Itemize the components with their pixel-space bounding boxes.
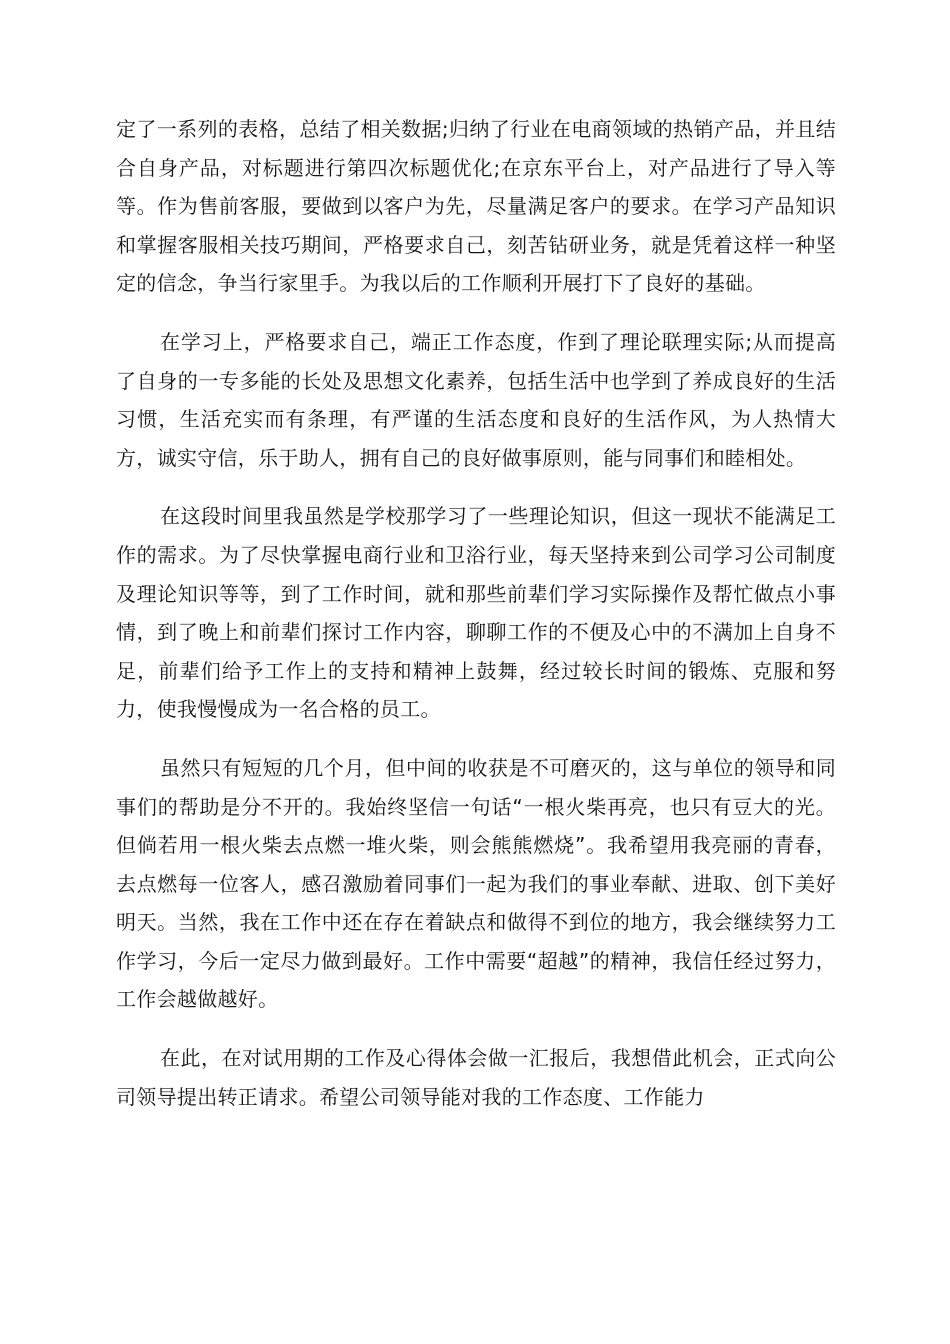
paragraph-1: 定了一系列的表格，总结了相关数据;归纳了行业在电商领域的热销产品，并且结合自身产品，对标题进行第四次标题优化;在京东平台上，对产品进行了导入等等。作为售前客服，要做到以客户为先，尽量满足客户的要求。在学习产品知识和掌握客服相关技巧期间，严格要求自己，刻苦钻研业务，就是凭着这样一种坚定的信念，争当行家里手。为我以后的工作顺利开展打下了良好的基础。 [116, 117, 836, 296]
paragraph-3: 在这段时间里我虽然是学校那学习了一些理论知识，但这一现状不能满足工作的需求。为了尽快掌握电商行业和卫浴行业，每天坚持来到公司学习公司制度及理论知识等等，到了工作时间，就和那些前辈们学习实际操作及帮忙做点小事情，到了晚上和前辈们探讨工作内容，聊聊工作的不便及心中的不满加上自身不足，前辈们给予工作上的支持和精神上鼓舞，经过较长时间的锻炼、克服和努力，使我慢慢成为一名合格的员工。 [116, 504, 836, 722]
document-body [116, 110, 836, 1136]
paragraph-2: 在学习上，严格要求自己，端正工作态度，作到了理论联理实际;从而提高了自身的一专多能的长处及思想文化素养，包括生活中也学到了养成良好的生活习惯，生活充实而有条理，有严谨的生活态度和良好的生活作风，为人热情大方，诚实守信，乐于助人，拥有自己的良好做事原则，能与同事们和睦相处。 [116, 329, 836, 470]
paragraph-5: 在此，在对试用期的工作及心得体会做一汇报后，我想借此机会，正式向公司领导提出转正请求。希望公司领导能对我的工作态度、工作能力 [116, 1046, 836, 1109]
paragraph-4: 虽然只有短短的几个月，但中间的收获是不可磨灭的，这与单位的领导和同事们的帮助是分不开的。我始终坚信一句话“一根火柴再亮，也只有豆大的光。但倘若用一根火柴去点燃一堆火柴，则会熊熊燃烧”。我希望用我亮丽的青春，去点燃每一位客人，感召激励着同事们一起为我们的事业奉献、进取、创下美好明天。当然，我在工作中还在存在着缺点和做得不到位的地方，我会继续努力工作学习，今后一定尽力做到最好。工作中需要“超越”的精神，我信任经过努力，工作会越做越好。 [116, 755, 836, 1012]
